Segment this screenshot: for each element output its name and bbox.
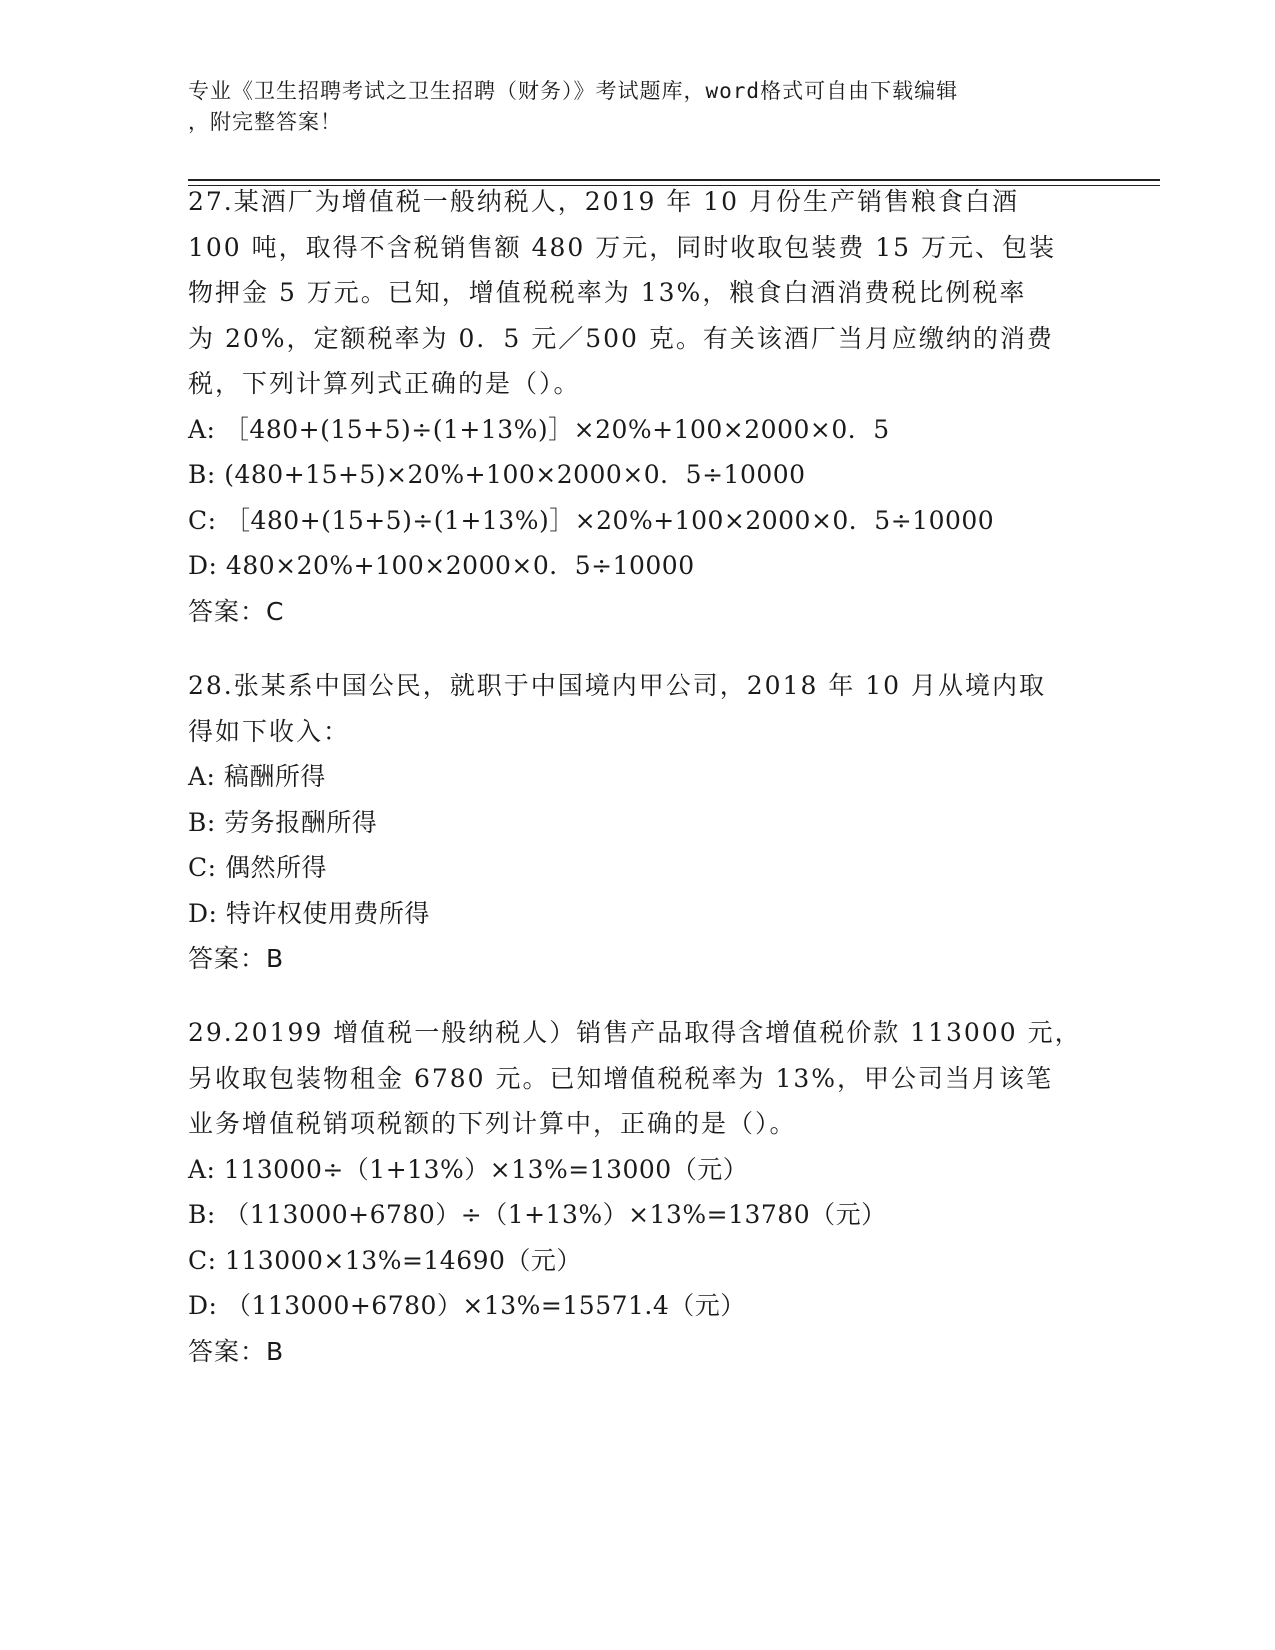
question-stem-line: 另收取包装物租金 6780 元。已知增值税税率为 13%，甲公司当月该笔: [188, 1063, 1054, 1093]
option-d: D: 特许权使用费所得: [188, 898, 430, 928]
question-stem-line: 27.某酒厂为增值税一般纳税人，2019 年 10 月份生产销售粮食白酒: [188, 187, 1020, 216]
option-a: A: 113000÷（1+13%）×13%=13000（元）: [188, 1154, 749, 1184]
option-c: C: 偶然所得: [188, 853, 327, 882]
option-b: B: （113000+6780）÷（1+13%）×13%=13780（元）: [188, 1200, 887, 1229]
option-a: A: 稿酬所得: [188, 762, 326, 791]
document-header: [188, 76, 1068, 138]
answer-line: 答案：B: [188, 1336, 285, 1366]
question-stem-line: 税，下列计算列式正确的是（）。: [188, 369, 581, 398]
question-stem-line: 物押金 5 万元。已知，增值税税率为 13%，粮食白酒消费税比例税率: [188, 278, 1027, 307]
option-c: C: 113000×13%=14690（元）: [188, 1245, 582, 1275]
answer-line: 答案：B: [188, 944, 285, 973]
question-27: [188, 179, 1088, 634]
question-stem-line: 100 吨，取得不含税销售额 480 万元，同时收取包装费 15 万元、包装: [188, 232, 1056, 262]
question-stem-line: 得如下收入：: [188, 716, 351, 746]
option-d: D: （113000+6780）×13%=15571.4（元）: [188, 1291, 746, 1320]
option-d: D: 480×20%+100×2000×0．5÷10000: [188, 551, 695, 580]
option-c: C: ［480+(15+5)÷(1+13%)］×20%+100×2000×0．5÷10000: [188, 505, 995, 535]
answer-line: 答案：C: [188, 596, 285, 626]
question-stem-line: 为 20%，定额税率为 0．5 元／500 克。有关该酒厂当月应缴纳的消费: [188, 323, 1054, 353]
option-b: B: (480+15+5)×20%+100×2000×0．5÷10000: [188, 460, 806, 489]
header-title-line: 专业《卫生招聘考试之卫生招聘（财务）》考试题库，word格式可自由下载编辑: [188, 79, 959, 103]
question-28: [188, 663, 1088, 982]
option-a: A: ［480+(15+5)÷(1+13%)］×20%+100×2000×0．5: [188, 414, 890, 444]
question-stem-line: 29.20199 增值税一般纳税人）销售产品取得含增值税价款 113000 元，: [188, 1018, 1082, 1047]
header-subtitle-line: ，附完整答案！: [188, 110, 342, 134]
question-stem-line: 28.张某系中国公民，就职于中国境内甲公司，2018 年 10 月从境内取: [188, 671, 1047, 700]
option-b: B: 劳务报酬所得: [188, 807, 378, 837]
question-stem-line: 业务增值税销项税额的下列计算中，正确的是（）。: [188, 1109, 797, 1138]
question-29: [188, 1010, 1088, 1374]
